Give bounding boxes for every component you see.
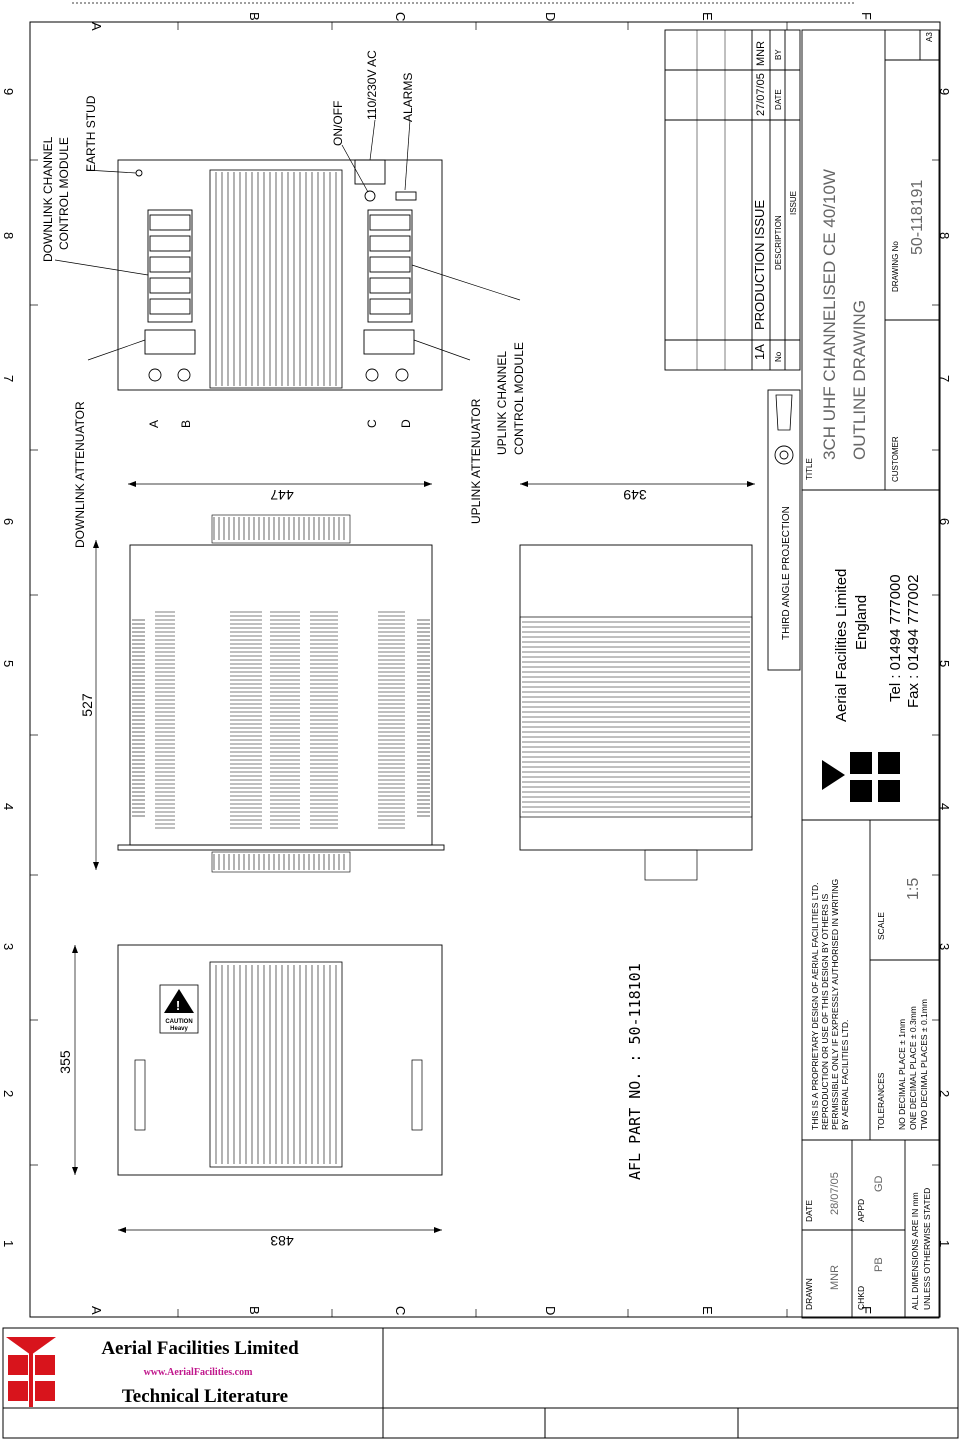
caution-heavy-text: Heavy xyxy=(170,1026,188,1032)
drawing-no: 50-118191 xyxy=(909,179,926,255)
knob-d-icon xyxy=(396,369,408,381)
grid-row-1-right: 1 xyxy=(937,1240,952,1248)
footer-logo-icon xyxy=(6,1337,56,1407)
proprietary-line1: THIS IS A PROPRIETARY DESIGN OF AERIAL FACILITIES LTD. xyxy=(810,882,820,1130)
grid-row-3-right: 3 xyxy=(937,943,952,951)
callout-downlink-attenuator: DOWNLINK ATTENUATOR xyxy=(73,401,87,548)
uplink-attenuator-block xyxy=(364,330,414,354)
downlink-attenuator-block xyxy=(145,330,195,354)
dim-rear-width: 483 xyxy=(270,1233,294,1249)
projection-label: THIRD ANGLE PROJECTION xyxy=(781,506,792,640)
callout-knob-a: A xyxy=(147,419,161,428)
on-off-switch-icon xyxy=(365,191,375,201)
grid-col-e-bottom: E xyxy=(700,1306,715,1315)
knob-c-icon xyxy=(366,369,378,381)
grid-row-5-right: 5 xyxy=(937,660,952,668)
grid-row-7: 7 xyxy=(1,375,16,383)
grid-row-1: 1 xyxy=(1,1240,16,1248)
footer-company: Aerial Facilities Limited xyxy=(101,1338,299,1359)
customer-label: CUSTOMER xyxy=(891,436,900,482)
downlink-module-block xyxy=(148,210,192,322)
side-heatsink-fins xyxy=(522,622,750,812)
title-line2: OUTLINE DRAWING xyxy=(850,300,869,460)
rev-head-no: No xyxy=(774,351,783,362)
knob-a-icon xyxy=(149,369,161,381)
callout-knob-d: D xyxy=(399,419,413,428)
callout-downlink-module-1: DOWNLINK CHANNEL xyxy=(41,136,55,262)
callout-downlink-module-2: CONTROL MODULE xyxy=(57,137,71,250)
chkd-label: CHKD xyxy=(856,1285,866,1310)
sheet-size: A3 xyxy=(925,32,934,42)
uplink-module-block xyxy=(368,210,412,322)
grid-col-b-bottom: B xyxy=(247,1306,262,1315)
side-view xyxy=(520,481,755,880)
svg-text:!: ! xyxy=(175,998,181,1013)
grid-col-a: A xyxy=(89,22,104,31)
company-tel: Tel : 01494 777000 xyxy=(887,574,904,702)
callout-earth-stud: EARTH STUD xyxy=(84,95,98,172)
rear-view xyxy=(72,945,442,1233)
tolerances-label: TOLERANCES xyxy=(876,1072,886,1130)
rev-description: PRODUCTION ISSUE xyxy=(752,199,767,330)
projection-symbol-icon xyxy=(775,446,793,464)
callout-knob-b: B xyxy=(179,419,193,428)
rev-no: 1A xyxy=(752,344,767,360)
rev-issue-label: ISSUE xyxy=(789,190,798,215)
rev-head-description: DESCRIPTION xyxy=(774,215,783,270)
callout-uplink-module-1: UPLINK CHANNEL xyxy=(495,350,509,455)
proprietary-line3: PERMISSIBLE ONLY IF EXPRESSLY AUTHORISED IN WRITING xyxy=(830,878,840,1130)
drawn-value: MNR xyxy=(829,1264,841,1290)
dim-front-height: 527 xyxy=(79,693,95,717)
tolerance-line3: TWO DECIMAL PLACES ± 0.1mm xyxy=(919,999,929,1130)
caution-text: CAUTION xyxy=(165,1019,193,1025)
callout-knob-c: C xyxy=(365,419,379,428)
scale-value: 1:5 xyxy=(905,877,922,900)
tolerance-line2: ONE DECIMAL PLACE ± 0.3mm xyxy=(908,1006,918,1130)
earth-stud-icon xyxy=(136,170,142,176)
grid-col-f-bottom: F xyxy=(859,1306,874,1314)
title-line1: 3CH UHF CHANNELISED CE 40/10W xyxy=(820,169,839,460)
grid-col-a-bottom: A xyxy=(89,1306,104,1315)
dim-rear-height: 355 xyxy=(57,1050,73,1074)
rev-head-by: BY xyxy=(774,49,783,60)
date-label: DATE xyxy=(804,1199,814,1222)
knob-b-icon xyxy=(178,369,190,381)
top-heatsink-fins xyxy=(216,172,336,386)
footer-url: www.AerialFacilities.com xyxy=(143,1367,253,1378)
drawing-no-label: DRAWING No xyxy=(891,241,900,292)
rev-head-date: DATE xyxy=(774,89,783,110)
grid-col-b: B xyxy=(247,12,262,21)
company-country: England xyxy=(853,594,870,650)
rev-date: 27/07/05 xyxy=(755,73,767,116)
title-label: TITLE xyxy=(805,458,814,480)
grid-row-4: 4 xyxy=(1,803,16,811)
grid-row-4-right: 4 xyxy=(937,803,952,811)
scale-label: SCALE xyxy=(876,912,886,940)
callout-uplink-attenuator: UPLINK ATTENUATOR xyxy=(469,398,483,524)
grid-col-c: C xyxy=(393,12,408,22)
chkd-value: PB xyxy=(873,1257,885,1272)
rev-by: MNR xyxy=(755,40,767,66)
grid-col-d-bottom: D xyxy=(543,1306,558,1316)
grid-row-5: 5 xyxy=(1,660,16,668)
grid-row-9-right: 9 xyxy=(937,88,952,96)
tolerance-line1: NO DECIMAL PLACE ± 1mm xyxy=(897,1018,907,1130)
ac-connector-icon xyxy=(355,160,385,184)
rear-heatsink-fins xyxy=(216,965,336,1164)
front-view xyxy=(93,481,444,872)
grid-row-3: 3 xyxy=(1,943,16,951)
drawn-label: DRAWN xyxy=(804,1278,814,1310)
part-number: AFL PART NO. : 50-118101 xyxy=(626,963,644,1180)
afl-logo-icon xyxy=(822,752,900,802)
footer xyxy=(0,1325,960,1441)
date-value: 28/07/05 xyxy=(829,1172,841,1215)
grid-row-8-right: 8 xyxy=(937,232,952,240)
dims-note-line2: UNLESS OTHERWISE STATED xyxy=(922,1187,932,1310)
appd-label: APPD xyxy=(856,1198,866,1222)
grid-col-e: E xyxy=(700,12,715,21)
callout-alarms: ALARMS xyxy=(401,72,415,122)
grid-col-d: D xyxy=(543,12,558,22)
dim-side-depth: 349 xyxy=(623,487,647,503)
front-grille xyxy=(132,517,430,870)
dim-top-width: 447 xyxy=(270,487,294,503)
grid-row-6-right: 6 xyxy=(937,518,952,526)
alarms-connector-icon xyxy=(396,192,416,200)
footer-subtitle: Technical Literature xyxy=(121,1386,289,1407)
appd-value: GD xyxy=(873,1175,885,1192)
proprietary-line2: REPRODUCTION OR USE OF THIS DESIGN BY OTHERS IS xyxy=(820,893,830,1130)
grid-row-2: 2 xyxy=(1,1090,16,1098)
callout-ac-input: 110/230V AC xyxy=(365,50,379,120)
proprietary-line4: BY AERIAL FACILITIES LTD. xyxy=(840,1019,850,1130)
company-fax: Fax : 01494 777002 xyxy=(905,574,922,708)
grid-col-c-bottom: C xyxy=(393,1306,408,1316)
dims-note-line1: ALL DIMENSIONS ARE IN mm xyxy=(910,1192,920,1310)
grid-row-9: 9 xyxy=(1,88,16,96)
grid-row-2-right: 2 xyxy=(937,1090,952,1098)
grid-row-6: 6 xyxy=(1,518,16,526)
callout-on-off: ON/OFF xyxy=(331,100,345,146)
top-view xyxy=(55,120,520,390)
grid-col-f: F xyxy=(859,12,874,20)
grid-row-7-right: 7 xyxy=(937,375,952,383)
grid-row-8: 8 xyxy=(1,232,16,240)
callout-uplink-module-2: CONTROL MODULE xyxy=(512,342,526,455)
company-name: Aerial Facilities Limited xyxy=(833,568,850,722)
